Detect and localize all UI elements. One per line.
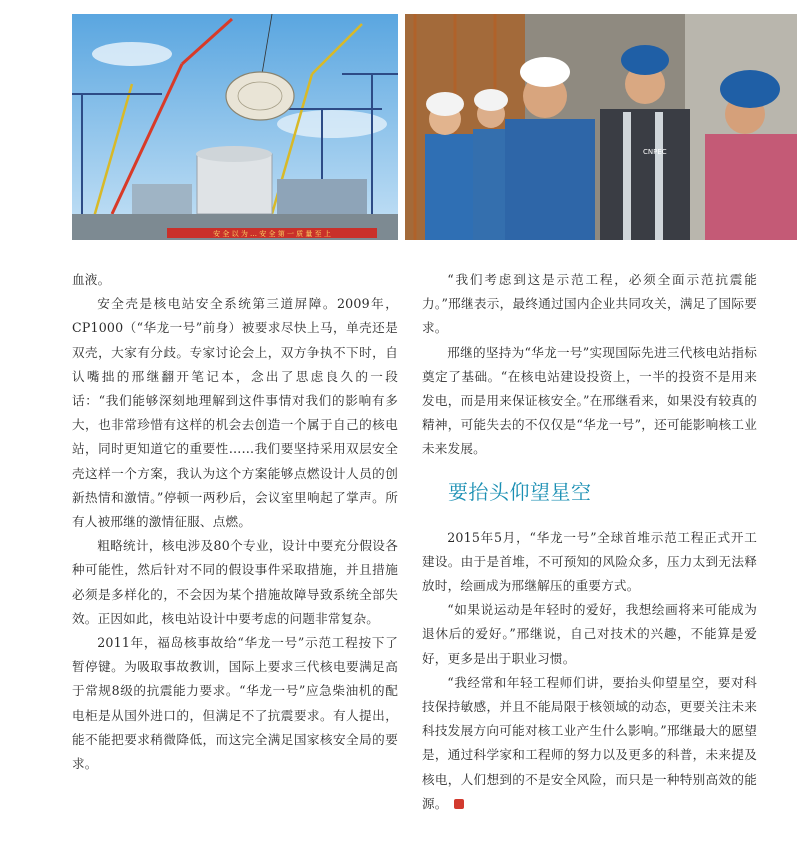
section-heading: 要抬头仰望星空: [448, 479, 592, 504]
banner-text: 安 全 以 为 … 安 全 第 一 质 量 至 上: [213, 230, 331, 238]
paragraph: 安全壳是核电站安全系统第三道屏障。2009年，CP1000（“华龙一号”前身）被要求尽快上马，单壳还是双壳，大家有分歧。专家讨论会上，双方争执不下时，自认嘴拙的邢继翻开笔记本，念出了思虑良久的一段话：“我们能够深刻地理解到这件事情对我们的影响有多大，也非常珍惜有这样的机会去创造一个属于自己的核电站，同时更知道它的重要性……我们要坚持采用双层安全壳这样一个方案，我认为这个方案能够点燃设计人员的创新热情和激情。”停顿一两秒后，会议室里响起了掌声。所有人被邢继的激情征服、点燃。: [72, 296, 398, 530]
paragraph: “我经常和年轻工程师们讲，要抬头仰望星空，要对科技保持敏感，并且不能局限于核领域的动态，更要关注未来科技发展方向可能对核工业产生什么影响。”邢继最大的愿望是，通过科学家和工程师的努力以及更多的科普，未来提及核电，人们想到的不是安全风险，而只是一种特别高效的能源。: [422, 674, 757, 811]
paragraph: “如果说运动是年轻时的爱好，我想绘画将来可能成为退休后的爱好。”邢继说，自己对技术的兴趣，不能算是爱好，更多是出于职业习惯。: [422, 602, 757, 666]
paragraph: “我们考虑到这是示范工程，必须全面示范抗震能力。”邢继表示，最终通过国内企业共同攻关，满足了国际要求。: [422, 272, 757, 336]
paragraph: 2011年，福岛核事故给“华龙一号”示范工程按下了暂停键。为吸取事故教训，国际上要求三代核电要满足高于常规8级的抗震能力要求。“华龙一号”应急柴油机的配电柜是从国外进口的，但满足不了抗震要求。有人提出，能不能把要求稍微降低，而这完全满足国家核安全局的要求。: [72, 635, 398, 772]
photo-engineers-onsite: [405, 14, 797, 240]
paragraph: 2015年5月，“华龙一号”全球首堆示范工程正式开工建设。由于是首堆，不可预知的风险众多，压力太到无法释放时，绘画成为邢继解压的重要方式。: [422, 529, 757, 594]
right-text-column: [422, 268, 757, 816]
paragraph: 粗略统计，核电涉及80个专业，设计中要充分假设各种可能性，然后针对不同的假设事件采取措施，并且措施必须是多样化的，不会因为某个措施故障导致系统全部失效。正因如此，核电站设计中要考虑的问题非常复杂。: [72, 538, 398, 626]
helmet-logo: CNPEC: [643, 148, 667, 156]
paragraph: 邢继的坚持为“华龙一号”实现国际先进三代核电站指标奠定了基础。“在核电站建设投资上，一半的投资不是用来发电，而是用来保证核安全。”在邢继看来，如果没有较真的精神，可能失去的不仅仅是“华龙一号”，还可能影响核工业未来发展。: [422, 344, 757, 457]
photo-reactor-construction: [72, 14, 398, 240]
left-text-column: [72, 268, 398, 776]
end-mark-icon: [454, 799, 464, 809]
paragraph: 血液。: [72, 272, 111, 287]
